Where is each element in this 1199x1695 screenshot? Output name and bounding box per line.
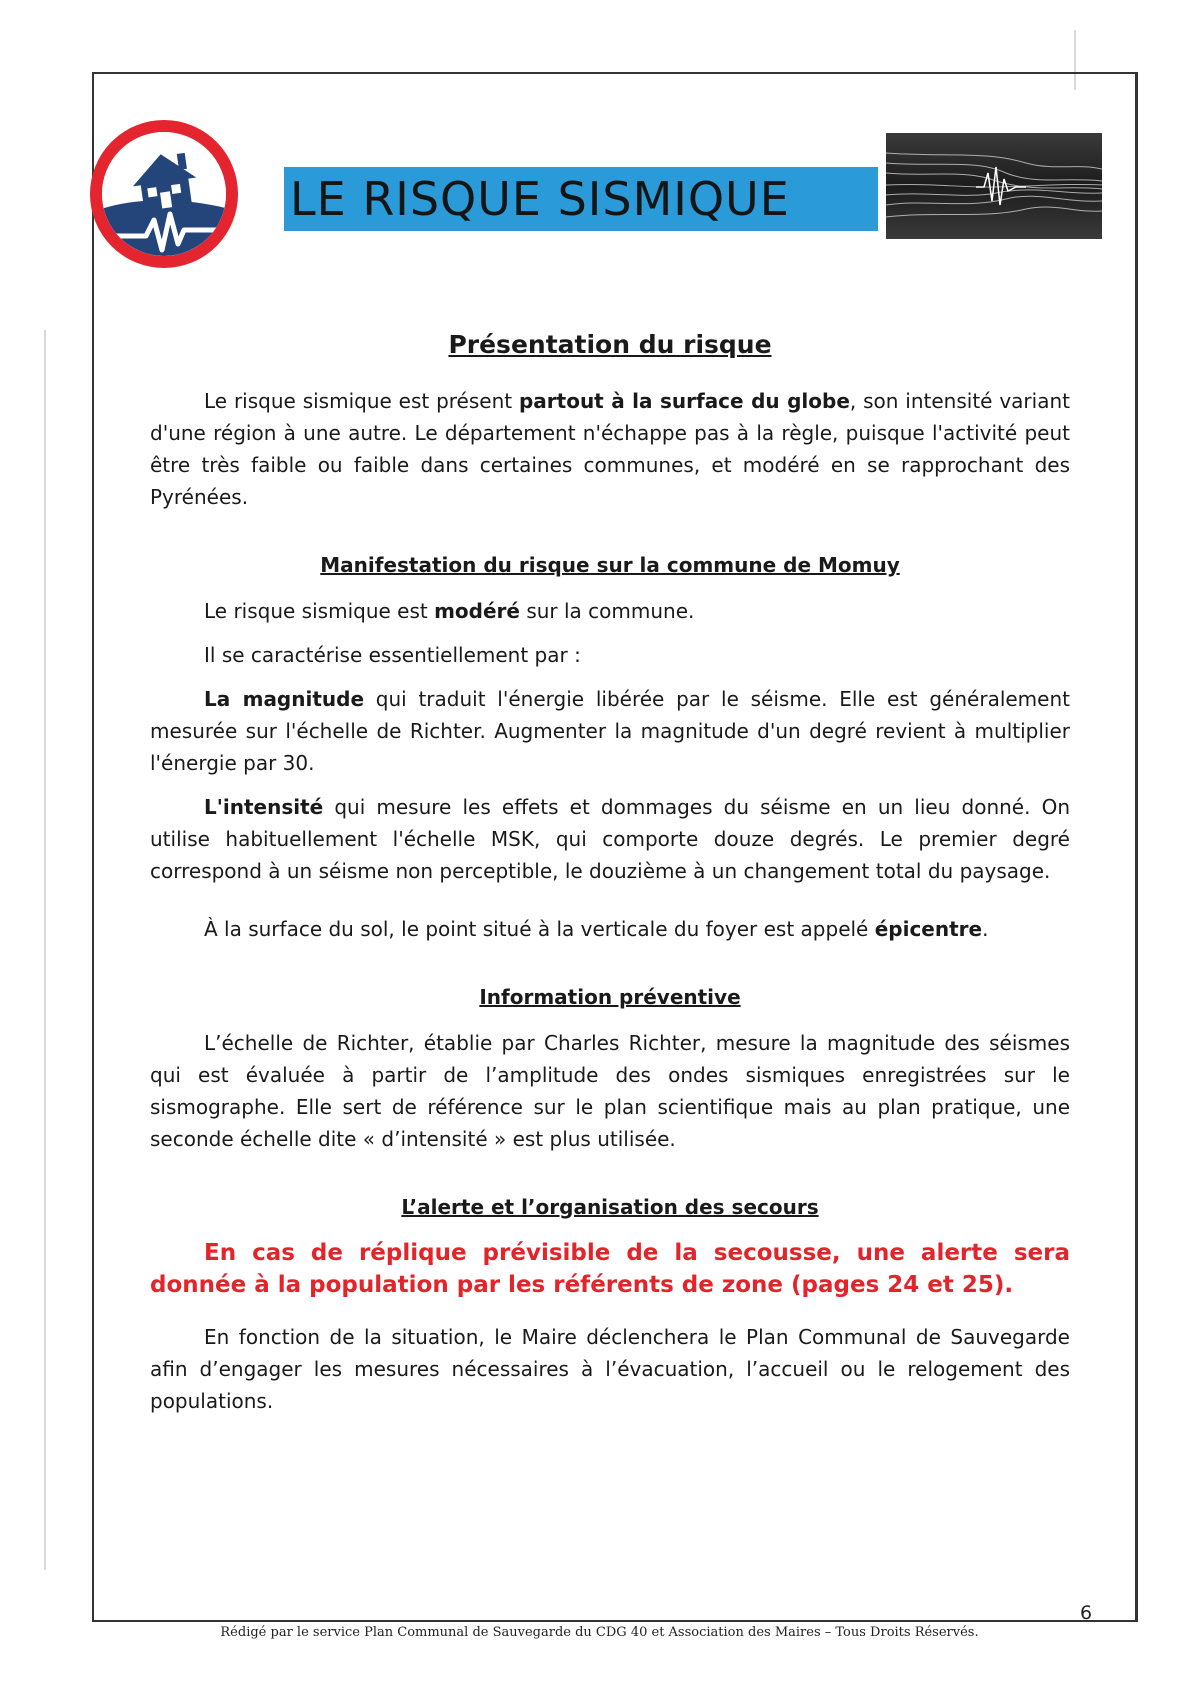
scan-edge-left	[44, 330, 46, 1570]
text-run: À la surface du sol, le point situé à la verticale du foyer est appelé	[204, 917, 875, 941]
bold-run: La magnitude	[204, 687, 365, 711]
paragraph-information: L’échelle de Richter, établie par Charles Richter, mesure la magnitude des séismes qui est évaluée à partir de l’amplitude des ondes sismiques enregistrées sur le sismographe. Elle sert de référence sur le plan scientifique mais au plan pratique, une seconde échelle dite « d’intensité » est plus utilisée.	[150, 1031, 1070, 1151]
page-number: 6	[1080, 1602, 1093, 1624]
text-run: qui mesure les effets et dommages du séisme en un lieu donné. On utilise habituellement l'échelle MSK, qui comporte douze degrés. Le premier degré correspond à un séisme non perceptible, le douzième à un changement total du paysage.	[150, 795, 1070, 883]
section-heading-information: Information préventive	[479, 985, 741, 1009]
paragraph-epicentre	[150, 913, 1070, 945]
paragraph-risk-level	[150, 595, 1070, 627]
paragraph-magnitude	[150, 683, 1070, 779]
text-run: Le risque sismique est présent	[204, 389, 519, 413]
bold-run: modéré	[434, 599, 520, 623]
text-run: , son intensité variant d'une région à une autre. Le département n'échappe pas à la règle, puisque l'activité peut être très faible ou faible dans certaines communes, et modéré en se rapprochant des Pyrénées.	[150, 389, 1070, 509]
earthquake-house-icon	[88, 118, 240, 270]
section-heading-presentation: Présentation du risque	[448, 330, 772, 359]
bold-run: L'intensité	[204, 795, 324, 819]
footer-text: Rédigé par le service Plan Communal de Sauvegarde du CDG 40 et Association des Maires – Tous Droits Réservés.	[220, 1625, 979, 1640]
text-run: qui traduit l'énergie libérée par le séisme. Elle est généralement mesurée sur l'échelle de Richter. Augmenter la magnitude d'un degré revient à multiplier l'énergie par 30.	[150, 687, 1070, 775]
paragraph-characterised: Il se caractérise essentiellement par :	[204, 643, 581, 667]
text-run: Le risque sismique est	[204, 599, 435, 623]
paragraph-intensity	[150, 791, 1070, 887]
bold-run: épicentre	[874, 917, 983, 941]
bold-run: partout à la surface du globe	[518, 389, 850, 413]
paragraph-secours: En fonction de la situation, le Maire déclenchera le Plan Communal de Sauvegarde afin d’engager les mesures nécessaires à l’évacuation, l’accueil ou le relogement des populations.	[150, 1325, 1070, 1413]
page-title: LE RISQUE SISMIQUE	[290, 172, 790, 226]
section-heading-alerte: L’alerte et l’organisation des secours	[401, 1195, 819, 1219]
seismogram-image	[886, 133, 1102, 239]
section-heading-manifestation: Manifestation du risque sur la commune de Momuy	[320, 553, 900, 577]
text-run: sur la commune.	[519, 599, 695, 623]
title-banner	[284, 167, 878, 231]
paragraph-presentation	[150, 385, 1070, 513]
document-body	[150, 330, 1070, 1417]
alert-message: En cas de réplique prévisible de la secousse, une alerte sera donnée à la population par les référents de zone (pages 24 et 25).	[150, 1240, 1070, 1298]
text-run: .	[982, 917, 989, 941]
